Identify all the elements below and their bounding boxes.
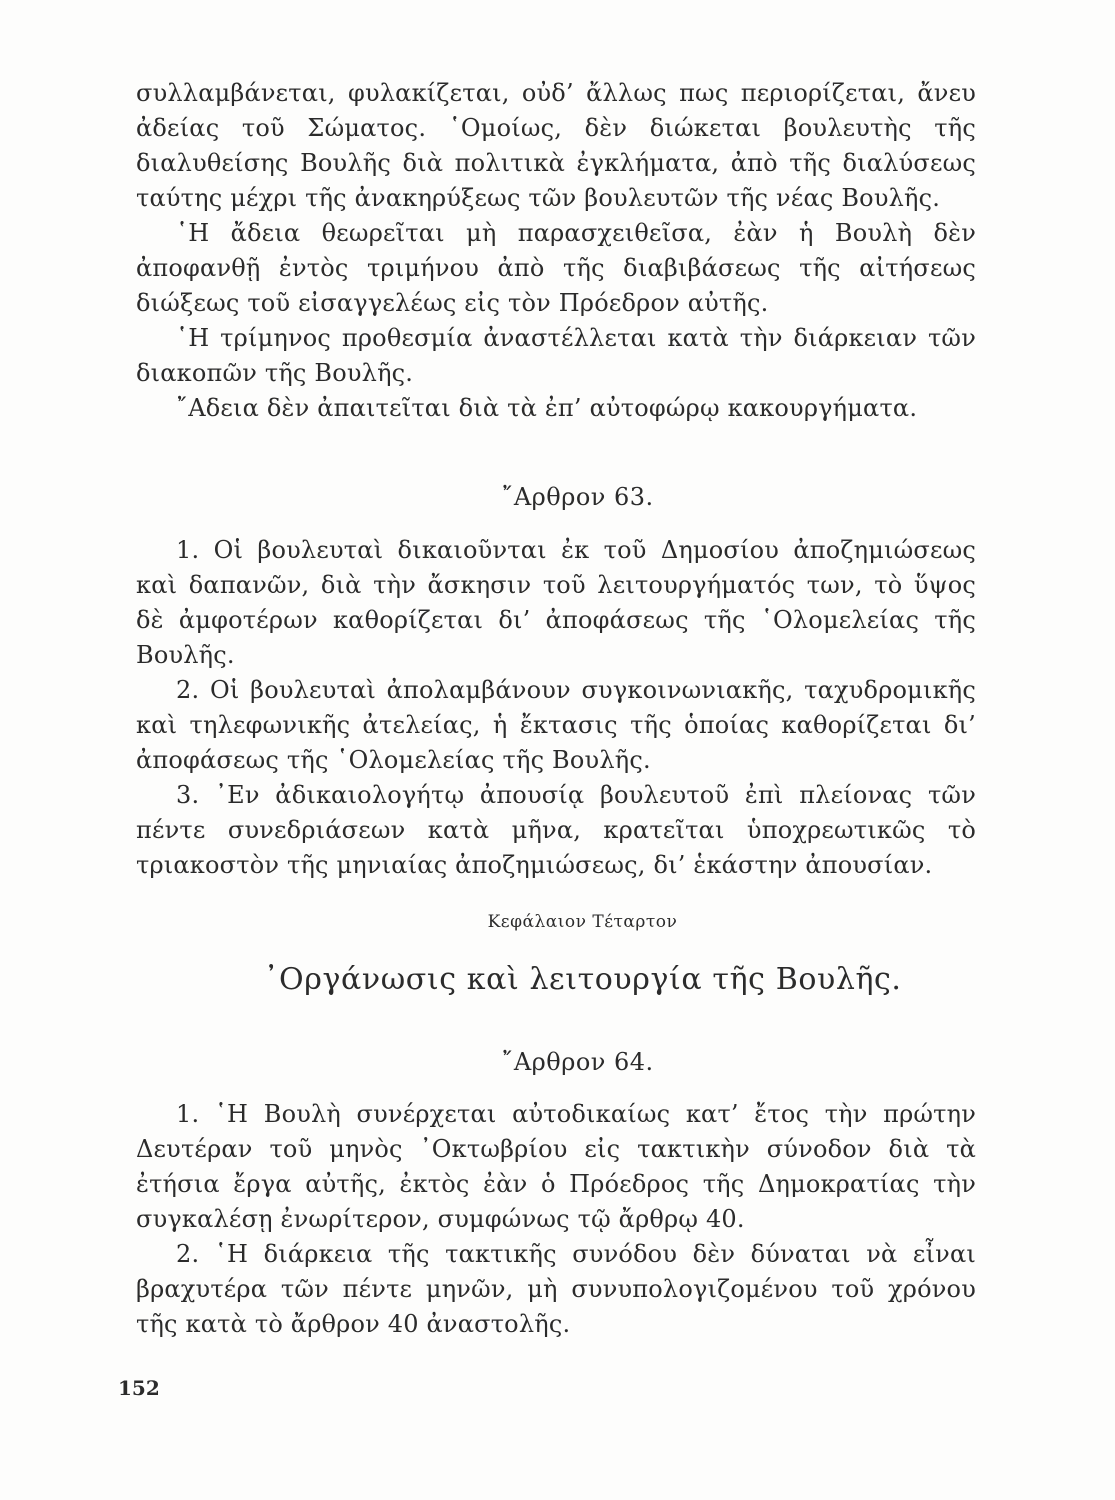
- chapter-title: ᾿Οργάνωσις καὶ λειτουργία τῆς Βουλῆς.: [263, 962, 902, 997]
- chapter-label: Κεφάλαιον Τέταρτον: [487, 912, 678, 932]
- article-64-paragraph-1: 1. ῾Η Βουλὴ συνέρχεται αὐτοδικαίως κατ’ ἔτος τὴν πρώτην Δευτέραν τοῦ μηνὸς ᾿Οκτωβρίου εἰς τακτικὴν σύνοδον διὰ τὰ ἐτήσια ἔργα αὐτῆς, ἐκτὸς ἐὰν ὁ Πρόεδρος τῆς Δημοκρατίας τὴν συγκαλέσῃ ἐνωρίτερον, συμφώνως τῷ ἄρθρῳ 40.: [136, 1100, 976, 1233]
- article-64-paragraph-2: 2. ῾Η διάρκεια τῆς τακτικῆς συνόδου δὲν δύναται νὰ εἶναι βραχυτέρα τῶν πέντε μηνῶν, μὴ συνυπολογιζομένου τοῦ χρόνου τῆς κατὰ τὸ ἄρθρον 40 ἀναστολῆς.: [136, 1240, 976, 1338]
- paragraph-continuation: συλλαμβάνεται, φυλακίζεται, οὐδ’ ἄλλως πως περιορίζεται, ἄνευ ἀδείας τοῦ Σώματος. ῾Ομοίως, δὲν διώκεται βουλευτὴς τῆς διαλυθείσης Βουλῆς διὰ πολιτικὰ ἐγκλήματα, ἀπὸ τῆς διαλύσεως ταύτης μέχρι τῆς ἀνακηρύξεως τῶν βουλευτῶν τῆς νέας Βουλῆς.: [136, 79, 976, 212]
- article-64-body: [136, 1097, 976, 1342]
- paragraph-leave-deemed: ῾Η ἄδεια θεωρεῖται μὴ παρασχειθεῖσα, ἐὰν ἡ Βουλὴ δὲν ἀποφανθῇ ἐντὸς τριμήνου ἀπὸ τῆς διαβιβάσεως τῆς αἰτήσεως διώξεως τοῦ εἰσαγγελέως εἰς τὸν Πρόεδρον αὐτῆς.: [136, 219, 976, 317]
- top-text-block: [136, 76, 976, 426]
- article-63-body: [136, 533, 976, 883]
- article-63-paragraph-2: 2. Οἱ βουλευταὶ ἀπολαμβάνουν συγκοινωνιακῆς, ταχυδρομικῆς καὶ τηλεφωνικῆς ἀτελείας, ἡ ἔκτασις τῆς ὁποίας καθορίζεται δι’ ἀποφάσεως τῆς ῾Ολομελείας τῆς Βουλῆς.: [136, 676, 976, 774]
- paragraph-no-leave-required: ῎Αδεια δὲν ἀπαιτεῖται διὰ τὰ ἐπ’ αὐτοφώρῳ κακουργήματα.: [176, 394, 918, 422]
- article-64-heading: ῎Αρθρον 64.: [501, 1048, 654, 1076]
- article-63-heading: ῎Αρθρον 63.: [501, 483, 654, 511]
- page-number: 152: [118, 1376, 160, 1400]
- article-63-paragraph-3: 3. ᾿Εν ἀδικαιολογήτῳ ἀπουσίᾳ βουλευτοῦ ἐπὶ πλείονας τῶν πέντε συνεδριάσεων κατὰ μῆνα, κρατεῖται ὑποχρεωτικῶς τὸ τριακοστὸν τῆς μηνιαίας ἀποζημιώσεως, δι’ ἑκάστην ἀπουσίαν.: [136, 781, 976, 879]
- paragraph-deadline-suspended: ῾Η τρίμηνος προθεσμία ἀναστέλλεται κατὰ τὴν διάρκειαν τῶν διακοπῶν τῆς Βουλῆς.: [136, 324, 976, 387]
- article-63-paragraph-1: 1. Οἱ βουλευταὶ δικαιοῦνται ἐκ τοῦ Δημοσίου ἀποζημιώσεως καὶ δαπανῶν, διὰ τὴν ἄσκησιν τοῦ λειτουργήματός των, τὸ ὕψος δὲ ἀμφοτέρων καθορίζεται δι’ ἀποφάσεως τῆς ῾Ολομελείας τῆς Βουλῆς.: [136, 536, 976, 669]
